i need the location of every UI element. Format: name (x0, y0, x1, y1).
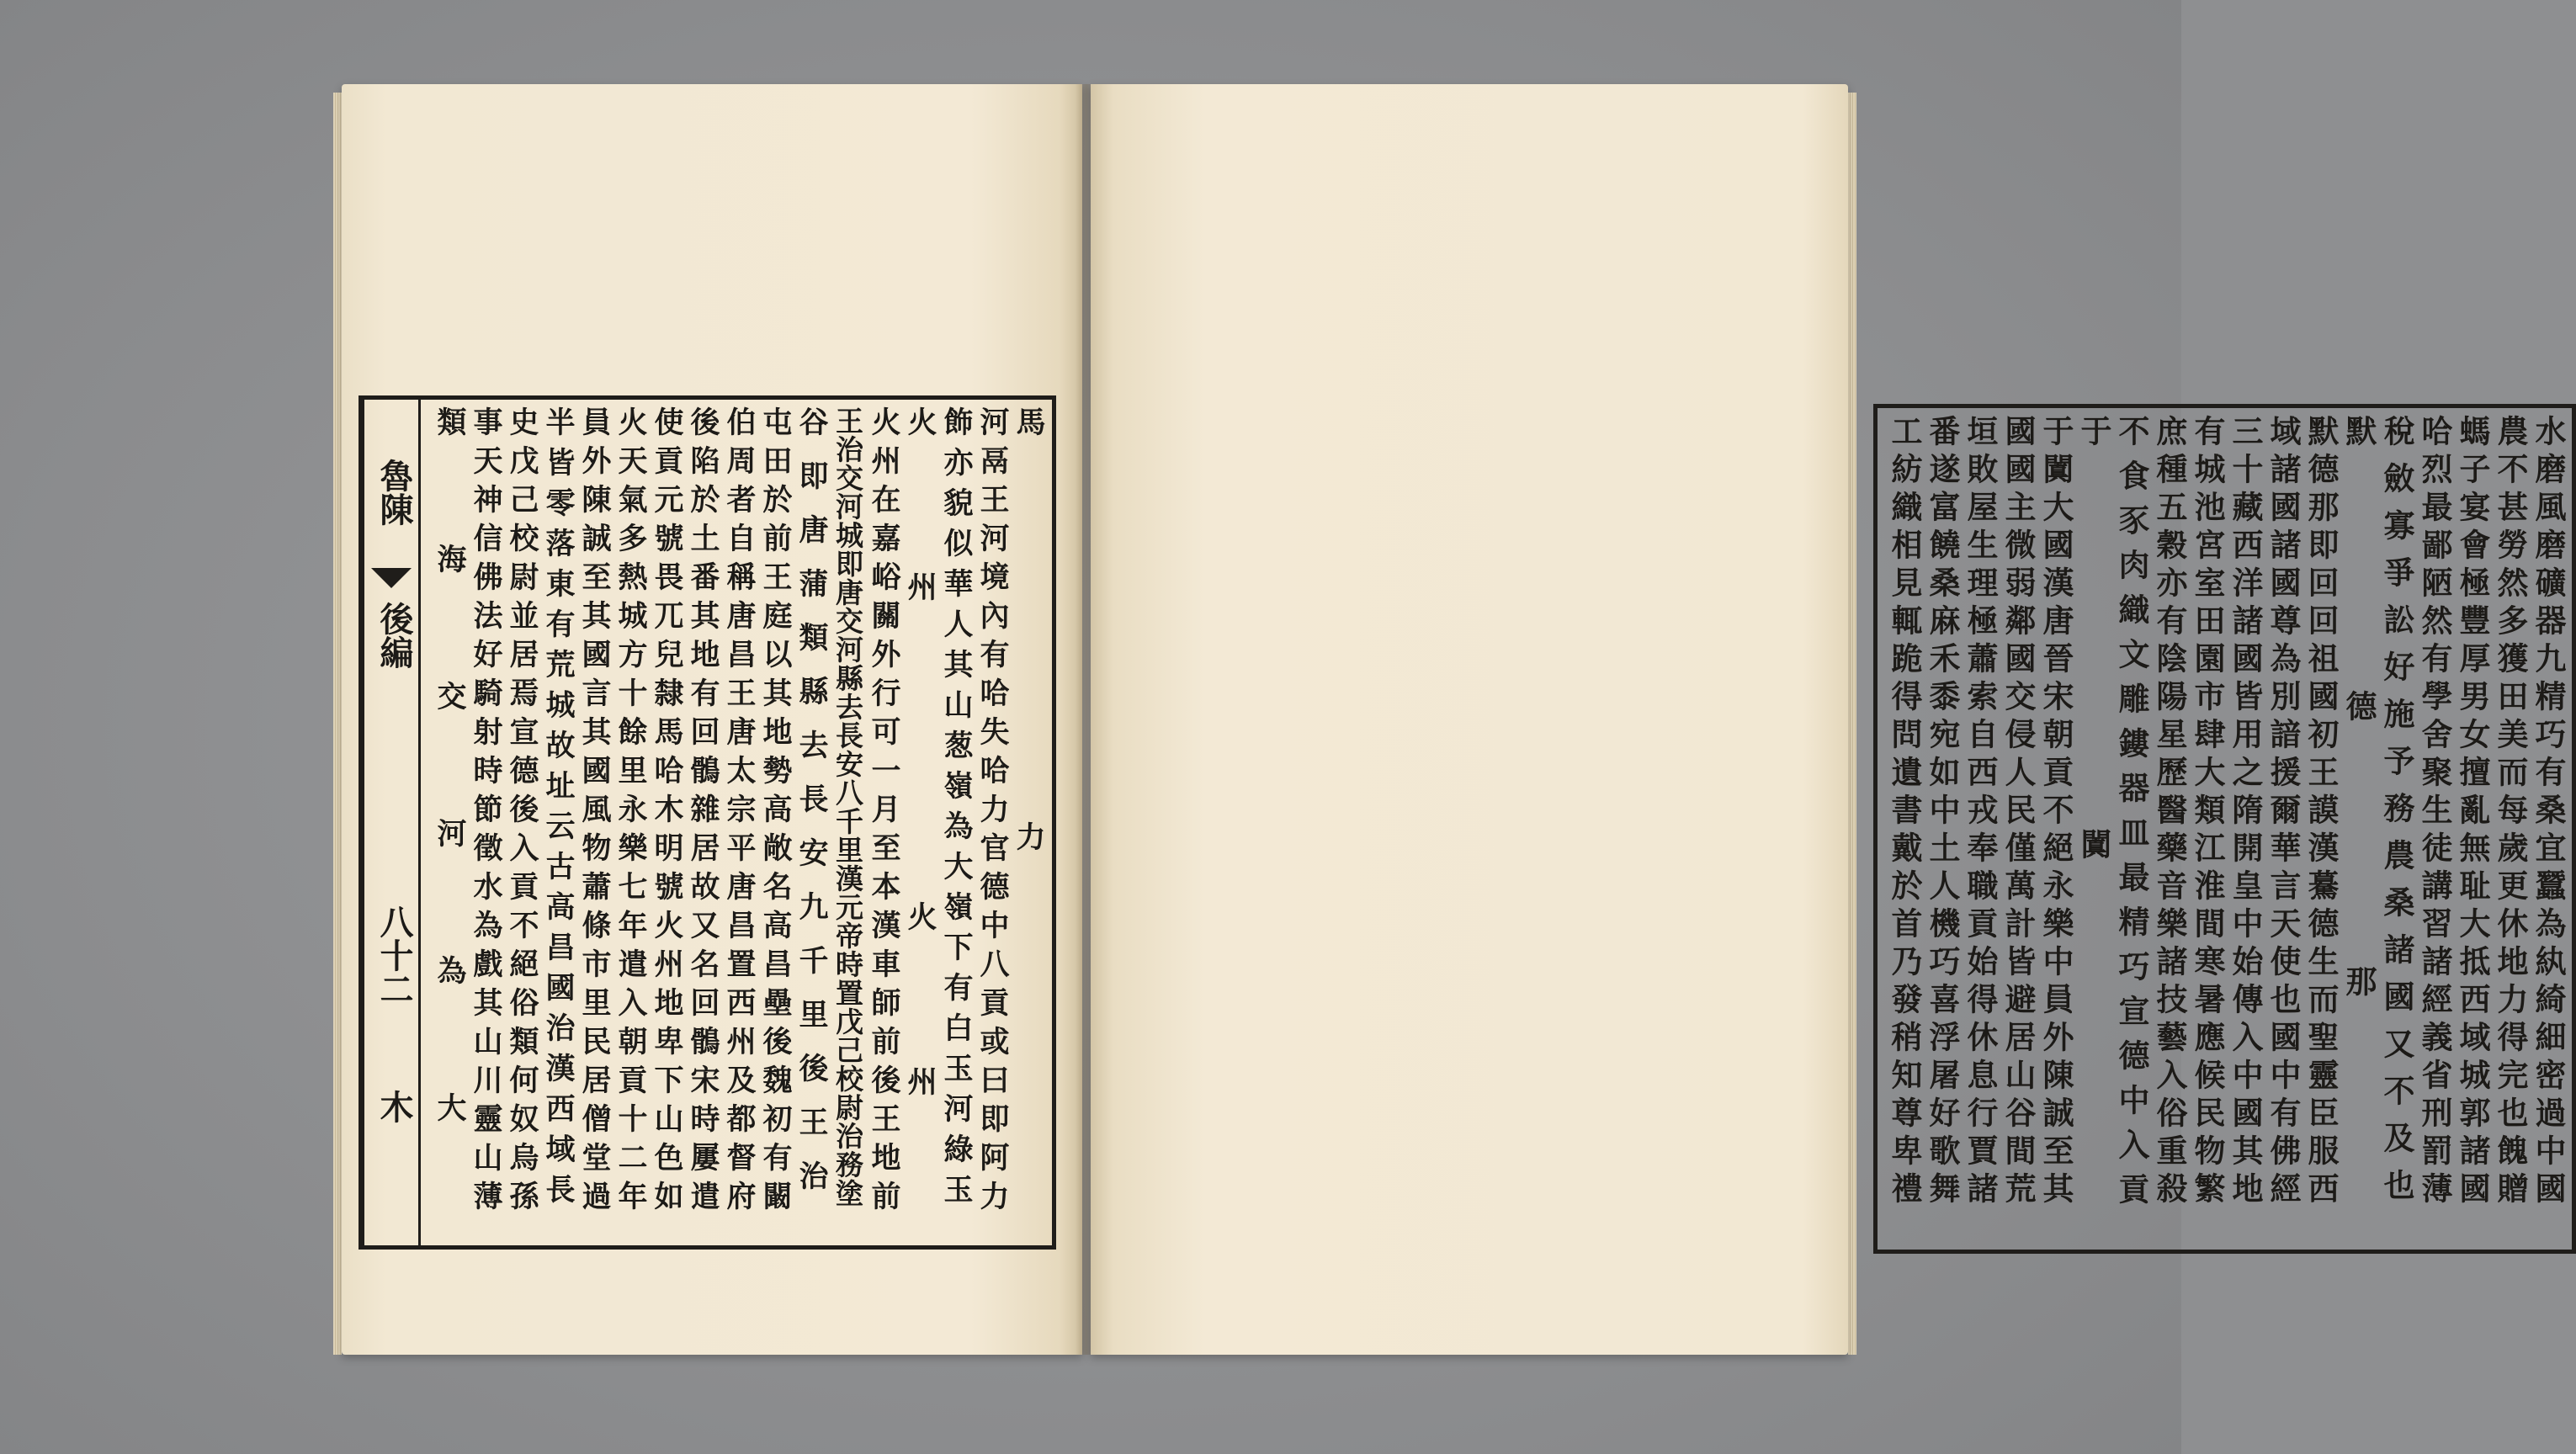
left-page (342, 84, 1082, 1355)
text-column: 半皆零落東有荒城故址云古高昌國治漢西域長 (541, 406, 576, 1214)
text-column: 屯田於前王庭以其地勢高敞名高昌壘後魏初有闞 (758, 406, 793, 1219)
text-column: 伯周者自稱唐昌王唐太宗平唐昌置西州及都督府 (722, 406, 757, 1219)
right-page (1091, 84, 2567, 1355)
text-column: 默德那即回回祖國初王謨漢驀德生而聖靈臣服西 (2302, 415, 2340, 1210)
text-column: 于闐大國漢唐晉宋朝貢不絕永樂中員外陳誠至其 (2037, 415, 2074, 1210)
text-column: 哈烈最鄙陋然有學舍聚生徒講習諸經義省刑罰薄 (2416, 415, 2453, 1210)
text-column: 飾亦貌似華人其山葱嶺為大嶺下有白玉河綠玉 (939, 406, 974, 1214)
right-page-frame (1873, 404, 2576, 1254)
left-page-frame (359, 395, 1056, 1250)
right-page-edges (1848, 93, 1856, 1355)
text-column: 有城池宮室田園市肆大類江淮間寒暑應候民物繁 (2189, 415, 2226, 1210)
text-column: 事天神信佛法好騎射時節徵水為戲其山川靈山薄 (469, 406, 503, 1219)
text-column: 類海交河為大 (433, 406, 467, 1229)
text-column: 番遂富饒桑麻禾黍宛如中土人機巧喜浮屠好歌舞 (1924, 415, 1961, 1210)
text-column: 國國主微弱鄰國交侵人民僅萬計皆避居山谷間荒 (2000, 415, 2037, 1210)
text-column: 默德那 (2340, 415, 2377, 1240)
text-column: 使貢元號畏兀兒隸馬哈木明號火州地卑下山色如 (650, 406, 684, 1219)
text-column: 農不甚勞然多獲田美而每歲更休地力得完也餽贈 (2492, 415, 2529, 1210)
text-column: 史戊己校尉並居焉宣德後入貢不絕俗類何奴烏孫 (505, 406, 539, 1219)
text-column: 三十藏西洋諸國皆用之隋開皇中始傳入中國其地 (2227, 415, 2264, 1210)
right-text-body (1883, 415, 2567, 1243)
banner-mark: 木 (374, 1090, 414, 1123)
fish-tail-mark-icon (371, 568, 412, 588)
text-column: 庶種五穀亦有陰陽星歷醫藥音樂諸技藝入俗重殺 (2151, 415, 2188, 1210)
text-column: 員外陳誠至其國言其國風物蕭條市里民居僧堂過 (577, 406, 612, 1219)
text-column: 火州 火州 (903, 406, 937, 1231)
text-column: 河鬲王河境內有哈失哈力官德中八貢或曰即阿力 (975, 406, 1010, 1219)
text-column: 域諸國諸國尊為別諳援爾華言天使也國中有佛經 (2265, 415, 2302, 1210)
banner-page-number: 八十二 (374, 905, 414, 1006)
text-column: 工紡織相見輒跪得問遺書戴於首乃發稍知尊卑禮 (1886, 415, 1923, 1210)
left-page-edges (333, 93, 342, 1355)
left-page-banner (362, 400, 421, 1245)
text-column: 後陷於土番其地有回鶻雜居故又名回鶻宋時屢遣 (686, 406, 720, 1219)
banner-title: 魯陳 (374, 459, 414, 526)
text-column: 水磨風磨礦器九精巧有桑宜蠶為紈綺細密過中國 (2530, 415, 2567, 1210)
text-column: 馬力 (1012, 406, 1046, 1236)
text-column: 不食豕肉織文雕鏤器皿最精巧宣德中入貢 (2113, 415, 2150, 1218)
text-column: 王治交河城即唐交河縣去長安八千里漢元帝時置戊己校尉治務塗 (831, 406, 864, 1207)
text-column: 垣敗屋生理極蕭索自西戎奉職貢始得休息行賈諸 (1962, 415, 1999, 1210)
text-column: 谷即唐蒲類縣去長安九千里後王治 (794, 406, 829, 1214)
open-book (328, 84, 2567, 1380)
text-column: 火州在嘉峪關外行可一月至本漢車師前後王地前 (867, 406, 901, 1219)
left-text-body (422, 406, 1047, 1239)
text-column: 稅斂寡爭訟好施予務農桑諸國又不及也 (2378, 415, 2415, 1216)
text-column: 螞子宴會極豐厚男女擅亂無耻大抵西域城郭諸國 (2454, 415, 2491, 1210)
text-column: 火天氣多熱城方十餘里永樂七年遣入朝貢十二年 (613, 406, 648, 1219)
banner-section: 後編 (374, 602, 414, 669)
text-column: 于闐 (2075, 415, 2112, 1241)
